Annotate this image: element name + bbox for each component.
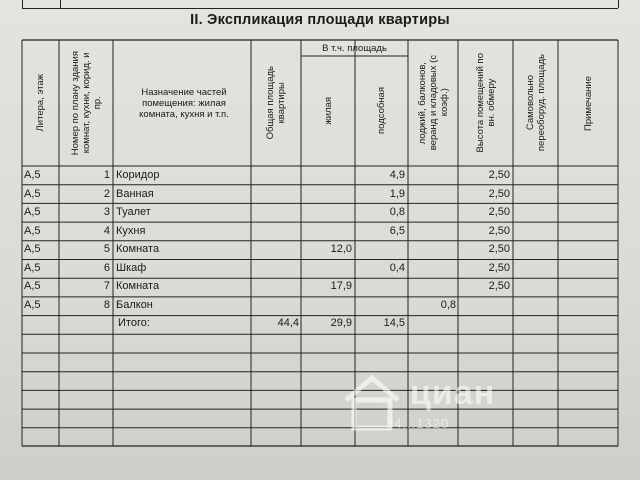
cell-auxiliary-area: 0,8 [389, 206, 405, 218]
header-note: Примечание [582, 75, 594, 131]
cell-litera: А,5 [24, 280, 41, 292]
cell-auxiliary-area: 6,5 [389, 224, 405, 237]
cell-room-number: 8 [103, 298, 110, 311]
header-auxiliary-area: подсобная [376, 87, 387, 135]
cell-loggia-area [408, 185, 456, 203]
cell-room-name: Шкаф [116, 261, 147, 274]
cell-total-area [251, 296, 299, 314]
cell-litera: А,5 [24, 261, 41, 274]
totals-living-area: 29,9 [330, 317, 352, 329]
cell-room-name: Туалет [116, 206, 151, 218]
cell-loggia-area [408, 259, 456, 277]
cell-ceiling-height: 2,50 [488, 206, 510, 218]
cell-ceiling-height: 2,50 [488, 280, 510, 292]
cell-auxiliary-area [355, 296, 405, 314]
cell-total-area [251, 166, 299, 184]
cell-litera: А,5 [24, 224, 41, 237]
cell-loggia-area [408, 277, 456, 295]
cell-room-name: Комната [116, 280, 160, 292]
cell-living-area [301, 203, 352, 221]
cell-living-area [301, 222, 352, 240]
watermark-brand: циан [410, 374, 496, 412]
cell-auxiliary-area: 1,9 [389, 187, 405, 200]
totals-auxiliary-area: 14,5 [383, 317, 405, 329]
cell-room-name: Коридор [116, 169, 160, 181]
cell-total-area [251, 277, 299, 295]
cell-ceiling-height: 2,50 [488, 169, 510, 181]
cell-room-name: Кухня [116, 224, 146, 237]
cell-room-name: Комната [116, 243, 160, 255]
cell-living-area [301, 296, 352, 314]
cell-room-number: 2 [103, 187, 110, 200]
cell-room-number: 6 [103, 261, 110, 274]
cell-auxiliary-area: 4,9 [389, 169, 405, 181]
cell-total-area [251, 259, 299, 277]
cell-litera: А,5 [24, 243, 41, 255]
cell-loggia-area [408, 166, 456, 184]
header-including-area: В т.ч. площадь [322, 42, 387, 54]
cell-room-number: 1 [103, 169, 110, 181]
cell-litera: А,5 [24, 169, 41, 181]
cell-litera: А,5 [24, 206, 41, 218]
header-living-area: жилая [322, 97, 334, 125]
cell-auxiliary-area [355, 240, 405, 258]
cell-loggia-area [408, 240, 456, 258]
cell-living-area: 12,0 [330, 243, 352, 255]
cell-ceiling-height: 2,50 [488, 224, 510, 237]
header-room-number: Номер по плану здания комнат, кухни, корид. и пр. [69, 50, 103, 156]
cell-total-area [251, 185, 299, 203]
cell-ceiling-height [458, 296, 510, 314]
cell-room-number: 5 [103, 243, 110, 255]
cell-auxiliary-area: 0,4 [389, 261, 405, 274]
cell-loggia-area: 0,8 [440, 298, 456, 311]
totals-label: Итого: [118, 317, 150, 329]
cell-total-area [251, 222, 299, 240]
watermark-id: 34...1320 [386, 416, 450, 431]
cell-litera: А,5 [24, 298, 41, 311]
cell-total-area [251, 240, 299, 258]
totals-total-area: 44,4 [277, 317, 299, 329]
page-title: II. Экспликация площади квартиры [190, 12, 450, 28]
cell-loggia-area [408, 222, 456, 240]
cell-living-area: 17,9 [330, 280, 352, 292]
header-self-built-area: Самовольно переоборуд. площадь [524, 54, 547, 152]
cell-ceiling-height: 2,50 [488, 243, 510, 255]
cell-loggia-area [408, 203, 456, 221]
cell-room-number: 7 [103, 280, 110, 292]
cell-room-name: Ванная [116, 187, 154, 200]
header-room-purpose: Назначение частей помещения: жилая комната, кухня и т.п. [139, 86, 229, 120]
cell-living-area [301, 185, 352, 203]
cell-living-area [301, 166, 352, 184]
cell-litera: А,5 [24, 187, 41, 200]
header-litera: Литера, этаж [35, 74, 46, 132]
cell-ceiling-height: 2,50 [488, 187, 510, 200]
cell-auxiliary-area [355, 277, 405, 295]
header-ceiling-height: Высота помещений по вн. обмеру [474, 53, 497, 153]
header-total-area: Общая площадь квартиры [265, 66, 287, 140]
cell-total-area [251, 203, 299, 221]
cell-living-area [301, 259, 352, 277]
cell-room-number: 4 [103, 224, 110, 237]
cell-ceiling-height: 2,50 [488, 261, 510, 274]
header-loggias: лоджий, балконов, веранд и кладовых (с коэф.) [416, 55, 450, 151]
cell-room-name: Балкон [116, 298, 153, 311]
cell-room-number: 3 [103, 206, 110, 218]
